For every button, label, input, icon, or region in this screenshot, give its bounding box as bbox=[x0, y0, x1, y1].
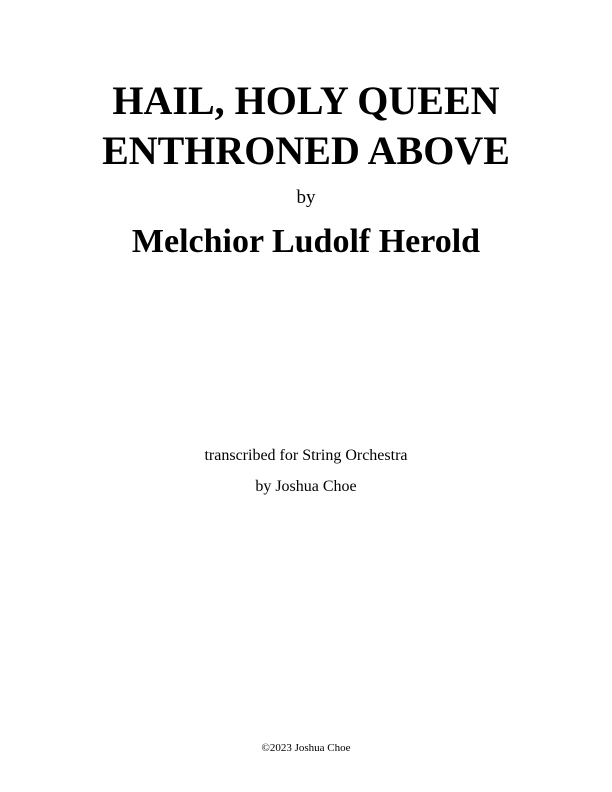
title-line-1: HAIL, HOLY QUEEN bbox=[112, 78, 500, 123]
by-label: by bbox=[296, 187, 316, 208]
transcription-description: transcribed for String Orchestra bbox=[204, 447, 408, 464]
arranger-credit: by Joshua Choe bbox=[255, 478, 357, 495]
copyright-notice: ©2023 Joshua Choe bbox=[261, 742, 351, 754]
composer-name: Melchior Ludolf Herold bbox=[131, 223, 481, 260]
title-line-2: ENTHRONED ABOVE bbox=[102, 128, 510, 173]
